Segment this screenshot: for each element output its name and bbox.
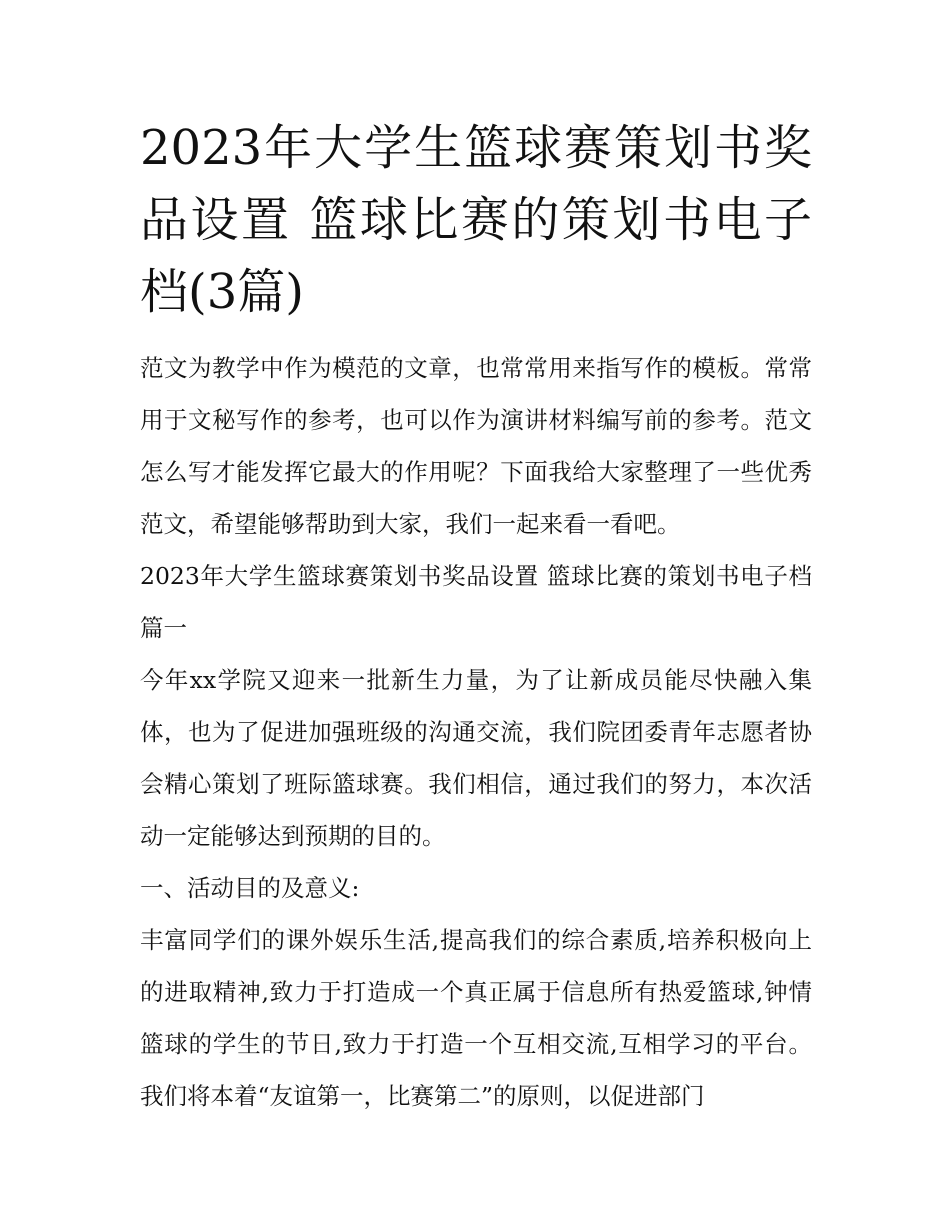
document-body <box>140 112 812 1122</box>
section-heading: 2023年大学生篮球赛策划书奖品设置 篮球比赛的策划书电子档篇一 <box>140 562 812 642</box>
intro-paragraph: 范文为教学中作为模范的文章，也常常用来指写作的模板。常常用于文秘写作的参考，也可以作为演讲材料编写前的参考。范文怎么写才能发挥它最大的作用呢？下面我给大家整理了一些优秀范文，希望能够帮助到大家，我们一起来看一看吧。 <box>140 354 812 538</box>
subsection-heading: 一、活动目的及意义: <box>140 874 360 902</box>
document-title: 2023年大学生篮球赛策划书奖品设置 篮球比赛的策划书电子档(3篇) <box>140 120 812 320</box>
body-paragraph: 丰富同学们的课外娱乐生活,提高我们的综合素质,培养积极向上的进取精神,致力于打造成一个真正属于信息所有热爱篮球,钟情篮球的学生的节日,致力于打造一个互相交流,互相学习的平台。我们将本着“友谊第一，比赛第二”的原则，以促进部门 <box>140 926 812 1110</box>
body-paragraph: 今年xx学院又迎来一批新生力量，为了让新成员能尽快融入集体，也为了促进加强班级的沟通交流，我们院团委青年志愿者协会精心策划了班际篮球赛。我们相信，通过我们的努力，本次活动一定能够达到预期的目的。 <box>140 666 812 850</box>
